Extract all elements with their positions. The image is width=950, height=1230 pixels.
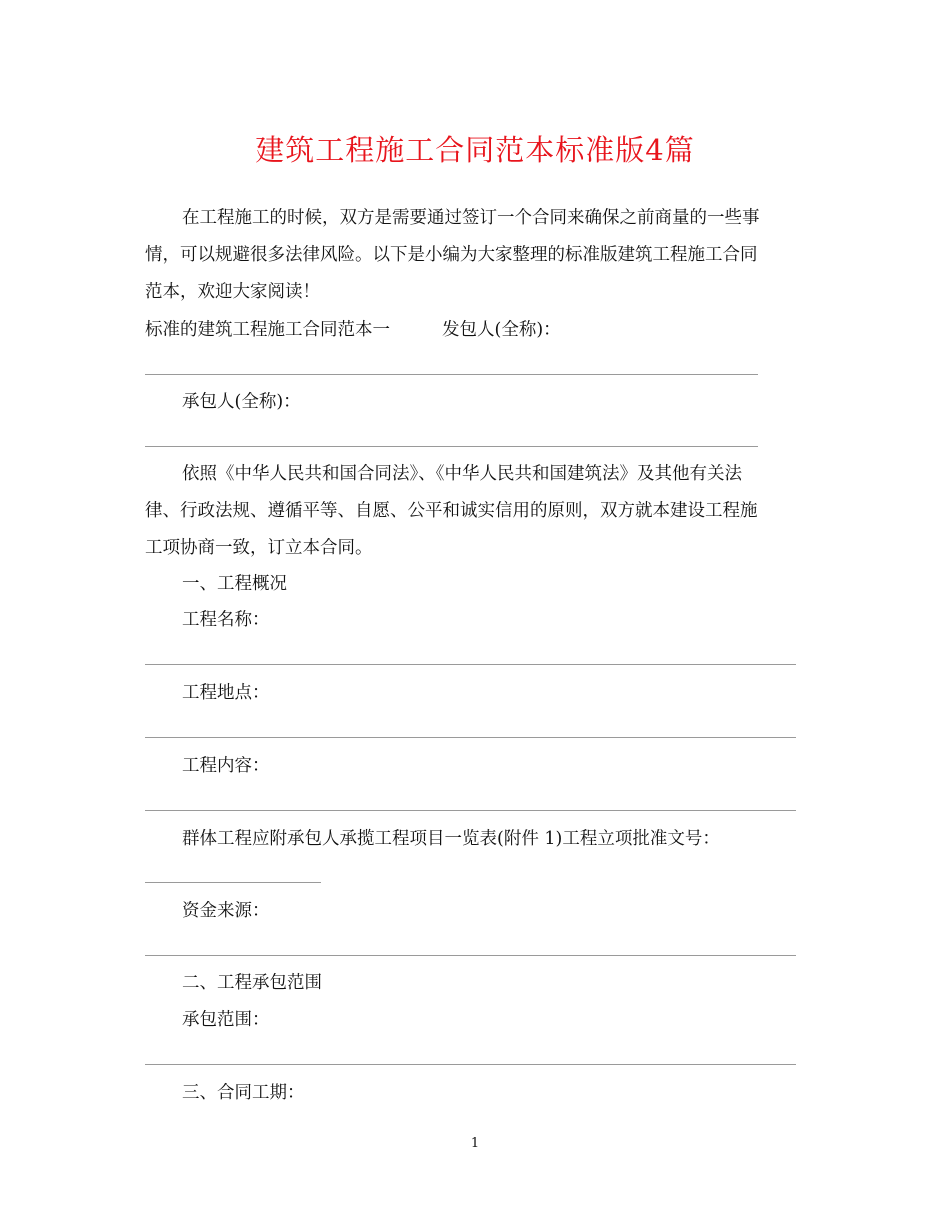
intro-line-2: 情，可以规避很多法律风险。以下是小编为大家整理的标准版建筑工程施工合同 [145,245,758,265]
employer-blank-line [145,374,758,375]
funding-source-blank-line [145,955,796,956]
section-3-heading: 三、合同工期： [182,1083,305,1103]
intro-line-1: 在工程施工的时候，双方是需要通过签订一个合同来确保之前商量的一些事 [182,208,760,228]
scope-blank-line [145,1064,796,1065]
intro-line-3: 范本，欢迎大家阅读！ [145,282,320,302]
approval-number-blank-line [145,882,321,883]
contractor-label: 承包人(全称)： [182,392,301,412]
group-project-note: 群体工程应附承包人承揽工程项目一览表(附件 1)工程立项批准文号： [182,829,720,849]
document-title: 建筑工程施工合同范本标准版4篇 [255,133,695,167]
basis-line-2: 律、行政法规、遵循平等、自愿、公平和诚实信用的原则，双方就本建设工程施 [145,501,758,521]
section-1-heading: 一、工程概况 [182,574,287,594]
basis-line-3: 工项协商一致，订立本合同。 [145,538,373,558]
project-location-label: 工程地点： [182,683,270,703]
contractor-blank-line [145,446,758,447]
project-name-label: 工程名称： [182,610,270,630]
page-number: 1 [470,1136,480,1151]
scope-label: 承包范围： [182,1010,270,1030]
sample-heading: 标准的建筑工程施工合同范本一 [145,320,390,340]
section-2-heading: 二、工程承包范围 [182,973,322,993]
project-location-blank-line [145,737,796,738]
funding-source-label: 资金来源： [182,901,270,921]
employer-label: 发包人(全称)： [442,320,561,340]
basis-line-1: 依照《中华人民共和国合同法》、《中华人民共和国建筑法》及其他有关法 [182,464,742,484]
project-name-blank-line [145,664,796,665]
project-content-label: 工程内容： [182,756,270,776]
project-content-blank-line [145,810,796,811]
